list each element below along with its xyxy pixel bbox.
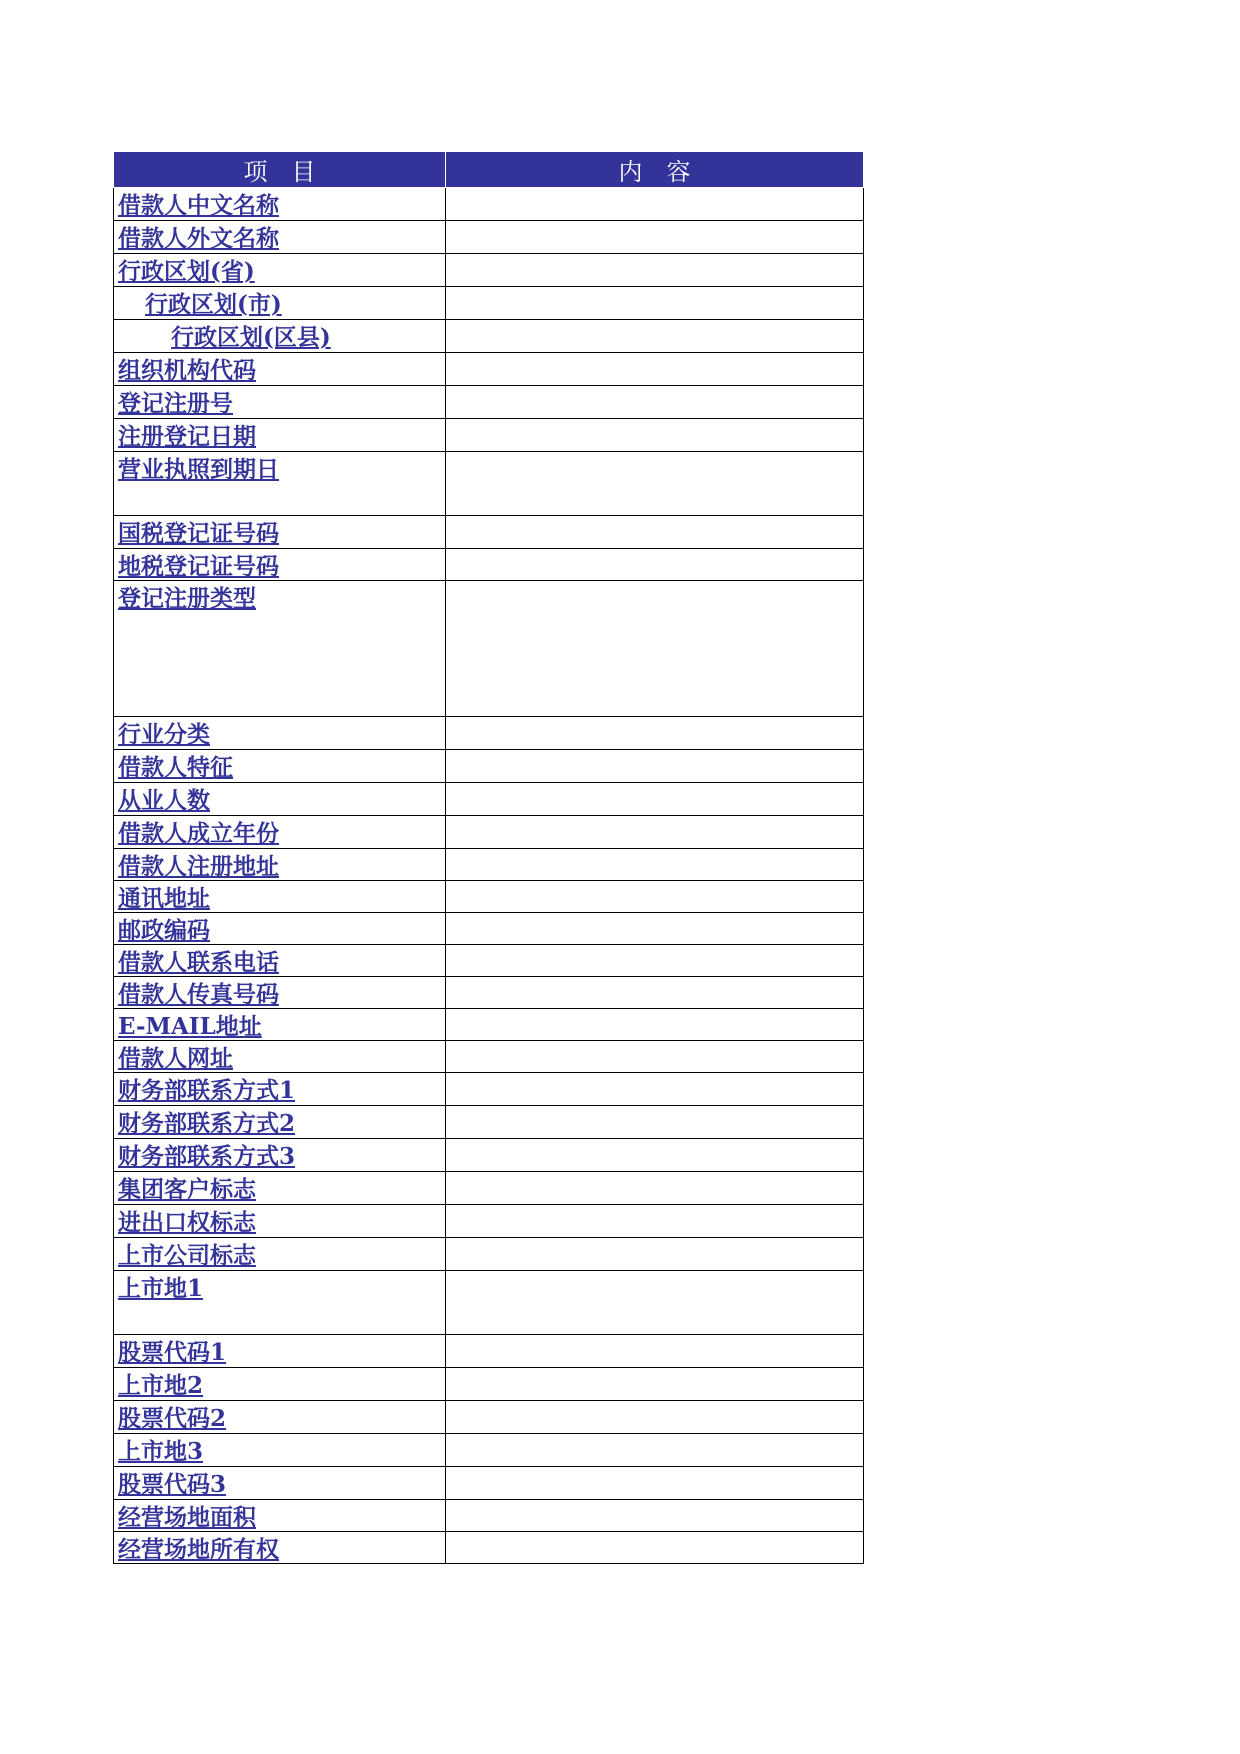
table-row xyxy=(114,221,864,254)
header-content: 内 容 xyxy=(446,152,864,188)
table-row xyxy=(114,849,864,881)
row-value-cell[interactable] xyxy=(446,881,864,913)
table-row xyxy=(114,717,864,750)
table-row xyxy=(114,1106,864,1139)
table-row xyxy=(114,1500,864,1532)
table-row xyxy=(114,783,864,816)
table-row xyxy=(114,977,864,1009)
row-value-cell[interactable] xyxy=(446,816,864,849)
row-label: 行业分类 xyxy=(114,717,446,750)
row-label: 借款人中文名称 xyxy=(114,188,446,221)
table-row xyxy=(114,287,864,320)
table-row xyxy=(114,1139,864,1172)
row-value-cell[interactable] xyxy=(446,386,864,419)
borrower-info-table xyxy=(113,151,864,1564)
row-value-cell[interactable] xyxy=(446,353,864,386)
row-value-cell[interactable] xyxy=(446,1009,864,1041)
row-label: 组织机构代码 xyxy=(114,353,446,386)
row-value-cell[interactable] xyxy=(446,1335,864,1368)
row-label: 借款人特征 xyxy=(114,750,446,783)
row-value-cell[interactable] xyxy=(446,221,864,254)
row-value-cell[interactable] xyxy=(446,1106,864,1139)
table-row xyxy=(114,419,864,452)
table-row xyxy=(114,1335,864,1368)
row-label: 经营场地所有权 xyxy=(114,1532,446,1564)
table-row xyxy=(114,750,864,783)
header-item: 项 目 xyxy=(114,152,446,188)
table-row xyxy=(114,1205,864,1238)
table-row xyxy=(114,1009,864,1041)
row-label: 借款人传真号码 xyxy=(114,977,446,1009)
row-value-cell[interactable] xyxy=(446,783,864,816)
table-header-row xyxy=(114,152,864,188)
row-value-cell[interactable] xyxy=(446,516,864,549)
row-value-cell[interactable] xyxy=(446,549,864,581)
row-value-cell[interactable] xyxy=(446,913,864,945)
row-label: 借款人外文名称 xyxy=(114,221,446,254)
row-value-cell[interactable] xyxy=(446,419,864,452)
table-row xyxy=(114,452,864,516)
row-value-cell[interactable] xyxy=(446,287,864,320)
row-value-cell[interactable] xyxy=(446,320,864,353)
row-label: 财务部联系方式3 xyxy=(114,1139,446,1172)
row-value-cell[interactable] xyxy=(446,188,864,221)
table-row xyxy=(114,945,864,977)
row-label: 营业执照到期日 xyxy=(114,452,446,516)
row-label: 行政区划(市) xyxy=(114,287,446,320)
row-value-cell[interactable] xyxy=(446,1368,864,1401)
table-row xyxy=(114,881,864,913)
row-label: 上市公司标志 xyxy=(114,1238,446,1271)
row-label: 借款人网址 xyxy=(114,1041,446,1073)
row-label: 国税登记证号码 xyxy=(114,516,446,549)
row-value-cell[interactable] xyxy=(446,977,864,1009)
row-label: 上市地2 xyxy=(114,1368,446,1401)
table-row xyxy=(114,188,864,221)
row-value-cell[interactable] xyxy=(446,1500,864,1532)
row-value-cell[interactable] xyxy=(446,1434,864,1467)
row-label: 行政区划(区县) xyxy=(114,320,446,353)
table-row xyxy=(114,1041,864,1073)
table-row xyxy=(114,1073,864,1106)
table-row xyxy=(114,1271,864,1335)
row-label: 行政区划(省) xyxy=(114,254,446,287)
row-label: 注册登记日期 xyxy=(114,419,446,452)
table-row xyxy=(114,913,864,945)
row-value-cell[interactable] xyxy=(446,1238,864,1271)
table-row xyxy=(114,516,864,549)
row-label: 借款人联系电话 xyxy=(114,945,446,977)
row-label: 从业人数 xyxy=(114,783,446,816)
table-row xyxy=(114,386,864,419)
table-row xyxy=(114,320,864,353)
row-label: 借款人成立年份 xyxy=(114,816,446,849)
row-label: 经营场地面积 xyxy=(114,1500,446,1532)
row-value-cell[interactable] xyxy=(446,1401,864,1434)
table-row xyxy=(114,1238,864,1271)
table-row xyxy=(114,1368,864,1401)
row-value-cell[interactable] xyxy=(446,254,864,287)
row-label: 登记注册号 xyxy=(114,386,446,419)
table-row xyxy=(114,353,864,386)
row-value-cell[interactable] xyxy=(446,1073,864,1106)
row-label: 进出口权标志 xyxy=(114,1205,446,1238)
row-label: 通讯地址 xyxy=(114,881,446,913)
row-value-cell[interactable] xyxy=(446,750,864,783)
row-label: 邮政编码 xyxy=(114,913,446,945)
row-value-cell[interactable] xyxy=(446,581,864,717)
table-row xyxy=(114,1532,864,1564)
table-row xyxy=(114,549,864,581)
row-label: 股票代码1 xyxy=(114,1335,446,1368)
row-value-cell[interactable] xyxy=(446,1139,864,1172)
row-value-cell[interactable] xyxy=(446,717,864,750)
table-row xyxy=(114,1467,864,1500)
table-row xyxy=(114,1434,864,1467)
row-value-cell[interactable] xyxy=(446,1041,864,1073)
row-value-cell[interactable] xyxy=(446,452,864,516)
row-value-cell[interactable] xyxy=(446,1205,864,1238)
row-value-cell[interactable] xyxy=(446,1172,864,1205)
row-label: 集团客户标志 xyxy=(114,1172,446,1205)
row-label: 上市地1 xyxy=(114,1271,446,1335)
row-label: 地税登记证号码 xyxy=(114,549,446,581)
row-label: 财务部联系方式1 xyxy=(114,1073,446,1106)
table-row xyxy=(114,1401,864,1434)
row-label: 股票代码3 xyxy=(114,1467,446,1500)
row-value-cell[interactable] xyxy=(446,1532,864,1564)
table-row xyxy=(114,254,864,287)
row-value-cell[interactable] xyxy=(446,1271,864,1335)
row-value-cell[interactable] xyxy=(446,1467,864,1500)
row-label: E-MAIL地址 xyxy=(114,1009,446,1041)
row-value-cell[interactable] xyxy=(446,849,864,881)
row-label: 财务部联系方式2 xyxy=(114,1106,446,1139)
table-row xyxy=(114,1172,864,1205)
table-row xyxy=(114,581,864,717)
row-label: 借款人注册地址 xyxy=(114,849,446,881)
table-row xyxy=(114,816,864,849)
row-value-cell[interactable] xyxy=(446,945,864,977)
borrower-info-sheet xyxy=(113,151,863,1564)
row-label: 股票代码2 xyxy=(114,1401,446,1434)
row-label: 上市地3 xyxy=(114,1434,446,1467)
row-label: 登记注册类型 xyxy=(114,581,446,717)
